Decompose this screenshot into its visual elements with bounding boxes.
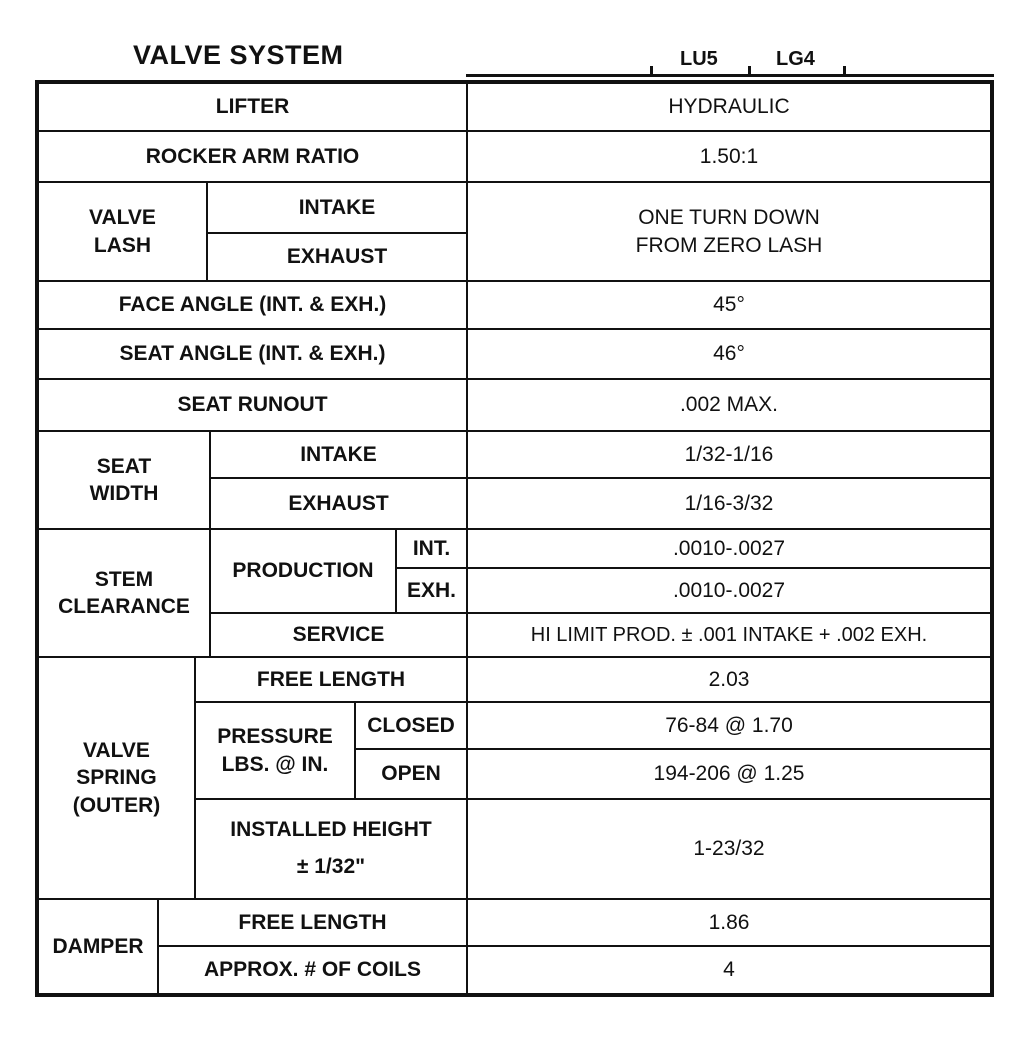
stem-clearance-service-label: SERVICE	[209, 612, 468, 658]
stem-clearance-production-label: PRODUCTION	[209, 528, 397, 614]
column-header-rule	[466, 74, 994, 77]
seat-runout-label: SEAT RUNOUT	[37, 378, 468, 432]
valve-spring-installed-height-label: INSTALLED HEIGHT ± 1/32"	[194, 798, 468, 900]
damper-free-length-label: FREE LENGTH	[157, 898, 468, 947]
stem-clearance-int-value: .0010-.0027	[466, 528, 992, 569]
rocker-arm-ratio-label: ROCKER ARM RATIO	[37, 130, 468, 183]
seat-runout-value: .002 MAX.	[466, 378, 992, 432]
table-title: VALVE SYSTEM	[133, 40, 344, 70]
face-angle-value: 45°	[466, 280, 992, 330]
lifter-value: HYDRAULIC	[466, 82, 992, 132]
seat-width-intake-label: INTAKE	[209, 430, 468, 479]
valve-spring-free-length-label: FREE LENGTH	[194, 656, 468, 703]
stem-clearance-exh-value: .0010-.0027	[466, 567, 992, 614]
column-header-lu5: LU5	[680, 48, 718, 70]
valve-spring-open-label: OPEN	[354, 748, 468, 800]
valve-spring-installed-height-value: 1-23/32	[466, 798, 992, 900]
valve-lash-exhaust-label: EXHAUST	[206, 232, 468, 282]
valve-lash-group-label: VALVE LASH	[37, 181, 208, 282]
valve-spring-open-value: 194-206 @ 1.25	[466, 748, 992, 800]
damper-free-length-value: 1.86	[466, 898, 992, 947]
seat-angle-label: SEAT ANGLE (INT. & EXH.)	[37, 328, 468, 380]
valve-spring-group-label: VALVE SPRING (OUTER)	[37, 656, 196, 900]
stem-clearance-int-label: INT.	[395, 528, 468, 569]
seat-angle-value: 46°	[466, 328, 992, 380]
damper-coils-value: 4	[466, 945, 992, 995]
seat-width-exhaust-label: EXHAUST	[209, 477, 468, 530]
damper-group-label: DAMPER	[37, 898, 159, 995]
seat-width-group-label: SEAT WIDTH	[37, 430, 211, 530]
stem-clearance-exh-label: EXH.	[395, 567, 468, 614]
valve-lash-intake-label: INTAKE	[206, 181, 468, 234]
lifter-label: LIFTER	[37, 82, 468, 132]
valve-spring-pressure-label: PRESSURE LBS. @ IN.	[194, 701, 356, 800]
stem-clearance-group-label: STEM CLEARANCE	[37, 528, 211, 658]
seat-width-exhaust-value: 1/16-3/32	[466, 477, 992, 530]
valve-spring-free-length-value: 2.03	[466, 656, 992, 703]
valve-spring-closed-label: CLOSED	[354, 701, 468, 750]
column-header-lg4: LG4	[776, 48, 815, 70]
seat-width-intake-value: 1/32-1/16	[466, 430, 992, 479]
face-angle-label: FACE ANGLE (INT. & EXH.)	[37, 280, 468, 330]
stem-clearance-service-value: HI LIMIT PROD. ± .001 INTAKE + .002 EXH.	[466, 612, 992, 658]
valve-spring-closed-value: 76-84 @ 1.70	[466, 701, 992, 750]
rocker-arm-ratio-value: 1.50:1	[466, 130, 992, 183]
valve-lash-value: ONE TURN DOWN FROM ZERO LASH	[466, 181, 992, 282]
damper-coils-label: APPROX. # OF COILS	[157, 945, 468, 995]
